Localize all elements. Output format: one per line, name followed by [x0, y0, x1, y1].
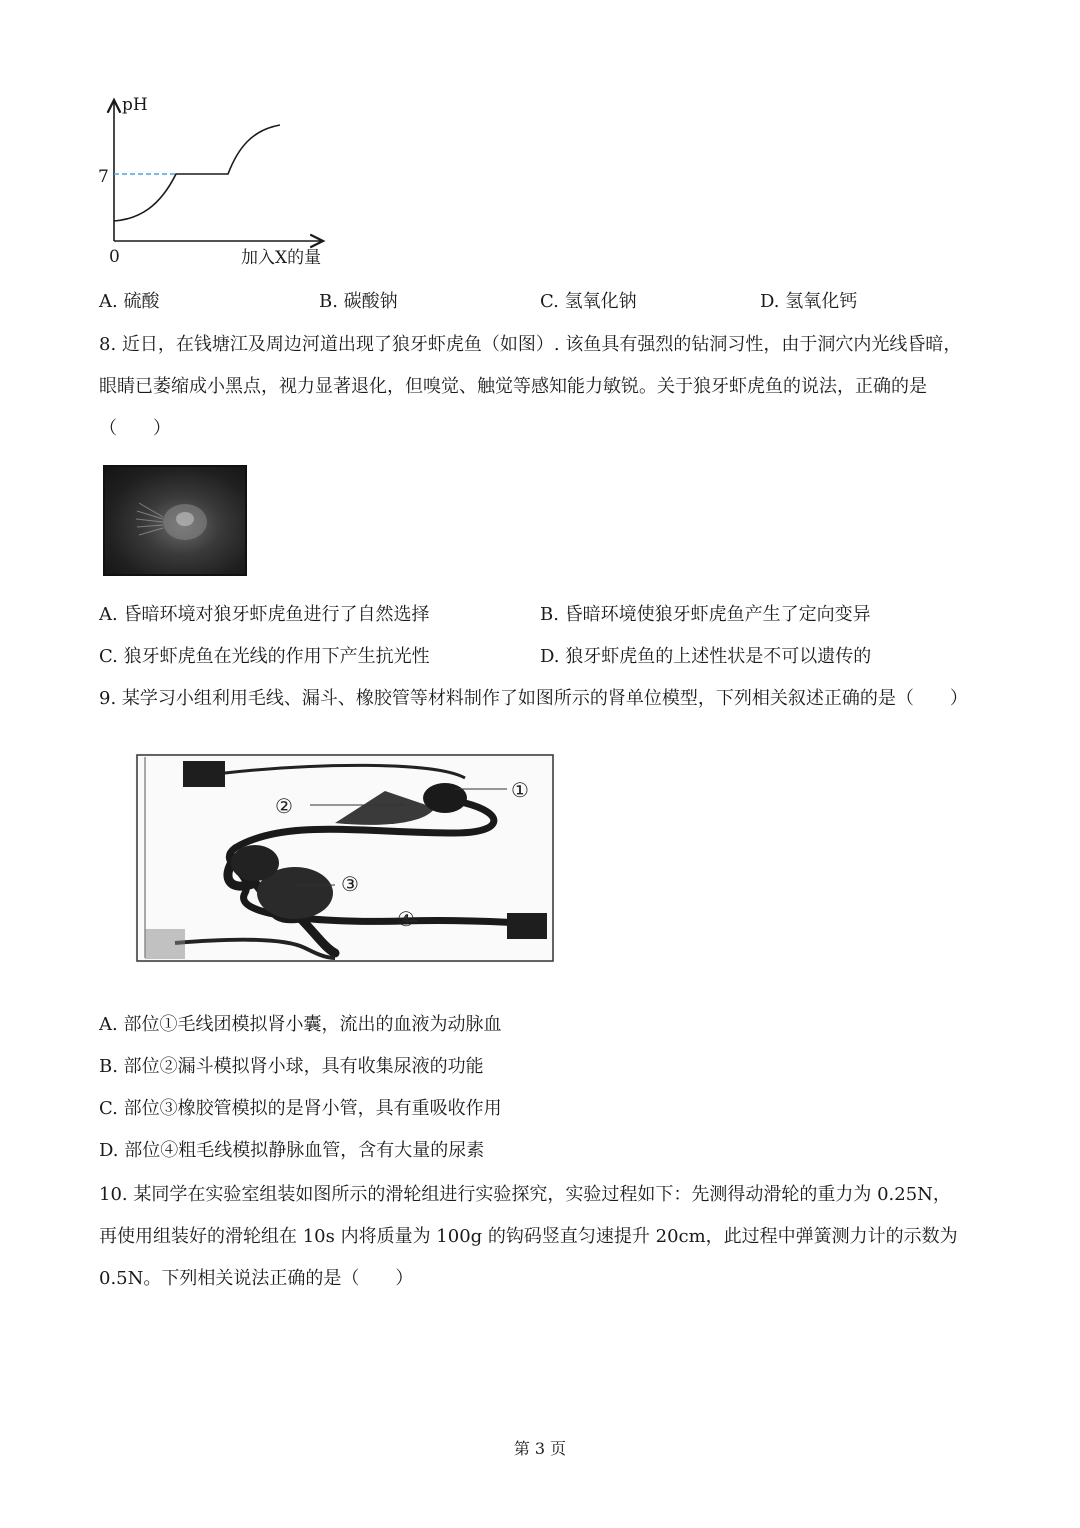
bottom-right-clip — [507, 913, 547, 939]
q9-option-d[interactable]: D. 部位④粗毛线模拟静脉血管，含有大量的尿素 — [99, 1140, 485, 1161]
q8-option-a[interactable]: A. 昏暗环境对狼牙虾虎鱼进行了自然选择 — [99, 604, 430, 625]
origin-label: 0 — [109, 247, 120, 267]
q8-option-b[interactable]: B. 昏暗环境使狼牙虾虎鱼产生了定向变异 — [540, 604, 871, 625]
label-3: ③ — [341, 872, 359, 896]
y-tick-7: 7 — [98, 167, 109, 187]
label-4: ④ — [397, 907, 415, 931]
q8-option-c[interactable]: C. 狼牙虾虎鱼在光线的作用下产生抗光性 — [99, 646, 430, 667]
q10-stem-line-2: 再使用组装好的滑轮组在 10s 内将质量为 100g 的钩码竖直匀速提升 20cm，此过程中弹簧测力计的示数为 — [99, 1226, 958, 1247]
q9-option-a[interactable]: A. 部位①毛线团模拟肾小囊，流出的血液为动脉血 — [99, 1014, 502, 1035]
q8-option-d[interactable]: D. 狼牙虾虎鱼的上述性状是不可以遗传的 — [540, 646, 872, 667]
label-1: ① — [511, 778, 529, 802]
q8-stem-line-1: 8. 近日，在钱塘江及周边河道出现了狼牙虾虎鱼（如图）. 该鱼具有强烈的钻洞习性，由于洞穴内光线昏暗， — [99, 334, 962, 355]
q9-option-b[interactable]: B. 部位②漏斗模拟肾小球，具有收集尿液的功能 — [99, 1056, 484, 1077]
q8-stem-line-2: 眼睛已萎缩成小黑点，视力显著退化，但嗅觉、触觉等感知能力敏锐。关于狼牙虾虎鱼的说法，正确的是 — [99, 376, 927, 397]
q9-stem: 9. 某学习小组利用毛线、漏斗、橡胶管等材料制作了如图所示的肾单位模型，下列相关叙述正确的是（ ） — [99, 688, 968, 709]
ph-chart — [80, 88, 350, 273]
q7-option-c[interactable]: C. 氢氧化钠 — [540, 291, 637, 312]
q8-answer-bracket: （ ） — [99, 418, 171, 439]
q7-option-b[interactable]: B. 碳酸钠 — [319, 291, 398, 312]
nephron-model-photo — [135, 753, 555, 963]
goby-fish-photo — [103, 465, 247, 576]
top-left-clip — [183, 761, 225, 787]
ph-curve — [114, 125, 280, 221]
wool-ball — [423, 783, 467, 813]
q10-stem-line-3: 0.5N。下列相关说法正确的是（ ） — [99, 1268, 414, 1289]
y-axis-label: pH — [122, 95, 148, 115]
label-2: ② — [275, 794, 293, 818]
page-number: 第 3 页 — [513, 1439, 567, 1458]
fish-silhouette-icon — [105, 467, 245, 574]
q7-option-d[interactable]: D. 氢氧化钙 — [760, 291, 858, 312]
q7-option-a[interactable]: A. 硫酸 — [99, 291, 160, 312]
x-axis-label: 加入X的量 — [241, 248, 322, 268]
q9-option-c[interactable]: C. 部位③橡胶管模拟的是肾小管，具有重吸收作用 — [99, 1098, 502, 1119]
q10-stem-line-1: 10. 某同学在实验室组装如图所示的滑轮组进行实验探究，实验过程如下：先测得动滑轮的重力为 0.25N， — [99, 1184, 951, 1205]
